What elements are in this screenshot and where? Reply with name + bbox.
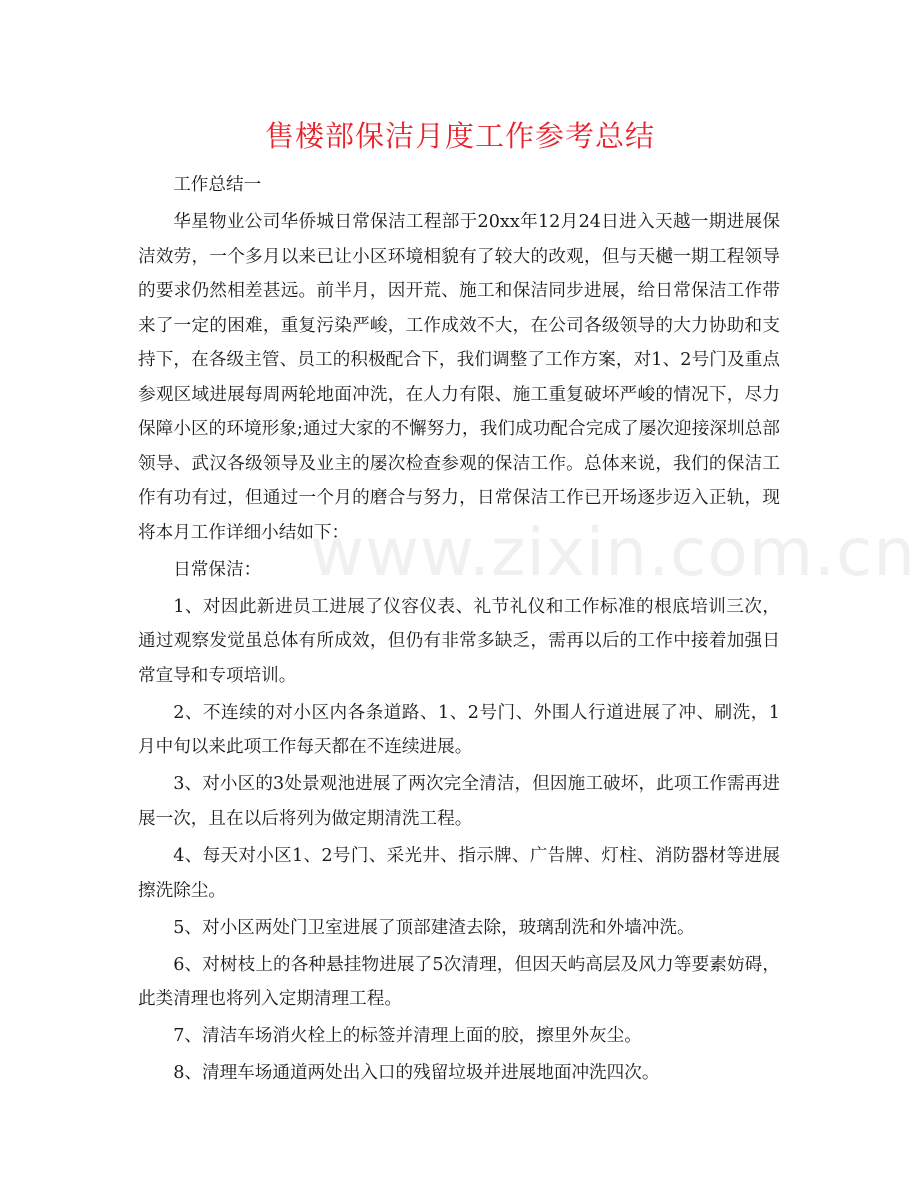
list-item: 6、对树枝上的各种悬挂物进展了5次清理，但因天屿高层及风力等要素妨碍，此类清理也将列入定期清理工程。 <box>138 954 780 1010</box>
list-item: 2、不连续的对小区内各条道路、1、2号门、外围人行道进展了冲、刷洗，1月中旬以来此项工作每天都在不连续进展。 <box>138 702 780 758</box>
document-body <box>138 168 917 1094</box>
list-item: 8、清理车场通道两处出入口的残留垃圾并进展地面冲洗四次。 <box>173 1063 660 1084</box>
list-item: 7、清洁车场消火栓上的标签并清理上面的胶，擦里外灰尘。 <box>173 1026 642 1047</box>
list-item: 4、每天对小区1、2号门、采光井、指示牌、广告牌、灯柱、消防器材等进展擦洗除尘。 <box>138 846 780 901</box>
document-title: 售楼部保洁月度工作参考总结 <box>264 119 655 153</box>
section-heading: 日常保洁： <box>173 559 262 580</box>
watermark: www.zixin.com.cn <box>310 514 917 591</box>
list-item: 5、对小区两处门卫室进展了顶部建渣去除，玻璃刮洗和外墙冲洗。 <box>173 917 695 938</box>
section-heading: 工作总结一 <box>173 175 262 195</box>
list-item: 3、对小区的3处景观池进展了两次完全清洁，但因施工破坏，此项工作需再进展一次，且在以后将列为做定期清洗工程。 <box>138 774 780 829</box>
list-item: 1、对因此新进员工进展了仪容仪表、礼节礼仪和工作标准的根底培训三次，通过观察发觉虽总体有所成效，但仍有非常多缺乏，需再以后的工作中接着加强日常宣导和专项培训。 <box>138 596 780 686</box>
intro-paragraph: 华星物业公司华侨城日常保洁工程部于20xx年12月24日进入天越一期进展保洁效劳，一个多月以来已让小区环境相貌有了较大的改观，但与天樾一期工程领导的要求仍然相差甚远。前半月，因开荒、施工和保洁同步进展，给日常保洁工作带来了一定的困难，重复污染严峻，工作成效不大，在公司各级领导的大力协助和支持下，在各级主管、员工的积极配合下，我们调整了工作方案，对1、2号门及重点参观区域进展每周两轮地面冲洗，在人力有限、施工重复破坏严峻的情况下，尽力保障小区的环境形象;通过大家的不懈努力，我们成功配合完成了屡次迎接深圳总部领导、武汉各级领导及业主的屡次检查参观的保洁工作。总体来说，我们的保洁工作有功有过，但通过一个月的磨合与努力，日常保洁工作已开场逐步迈入正轨，现将本月工作详细小结如下： <box>138 212 780 543</box>
